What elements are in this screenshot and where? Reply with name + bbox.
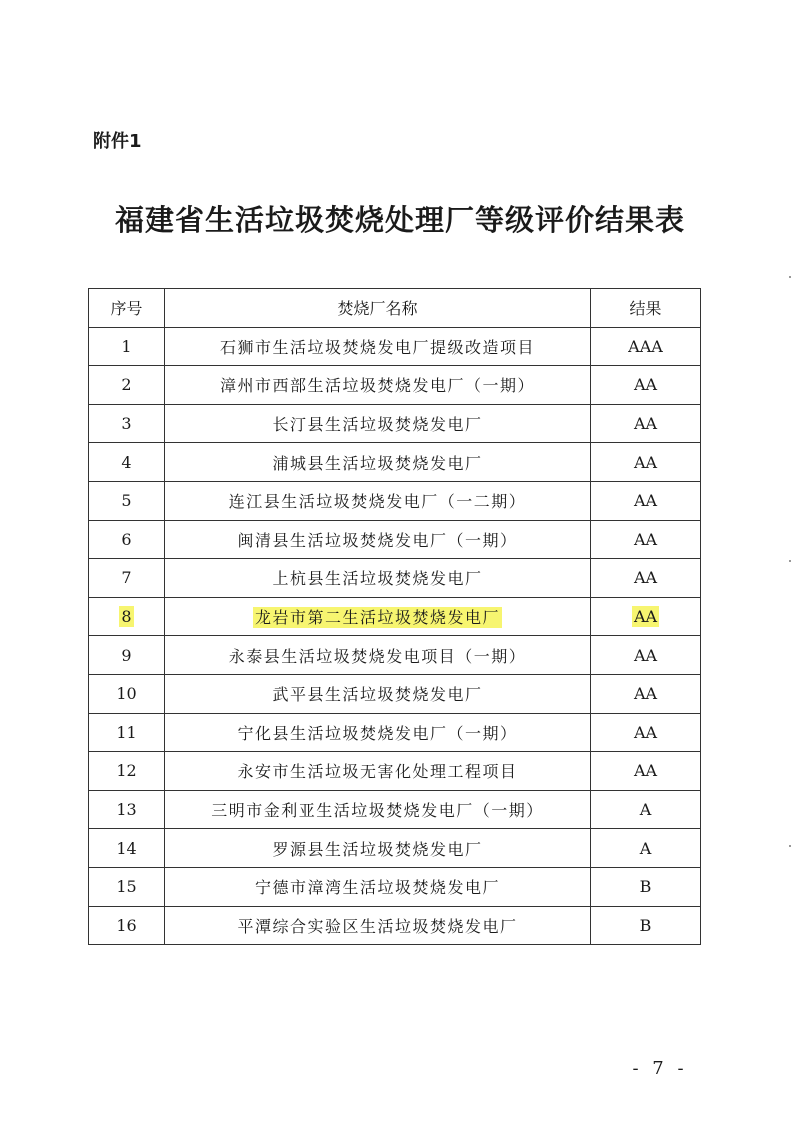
plant-name	[165, 366, 591, 405]
rating-result-text: B	[639, 877, 652, 897]
table-row	[89, 906, 701, 945]
plant-name	[165, 674, 591, 713]
row-index	[89, 636, 165, 675]
plant-name	[165, 520, 591, 559]
table-row	[89, 327, 701, 366]
row-index-text: 13	[116, 800, 137, 820]
row-index-text: 9	[121, 645, 132, 665]
plant-name-text: 石狮市生活垃圾焚烧发电厂提级改造项目	[219, 337, 535, 357]
rating-result-text: AA	[633, 607, 658, 627]
table-row	[89, 520, 701, 559]
table-body	[89, 327, 701, 945]
row-index-text: 16	[116, 915, 137, 935]
rating-result-text: AA	[633, 529, 658, 549]
row-index-text: 4	[121, 452, 132, 472]
plant-name	[165, 443, 591, 482]
rating-result	[591, 636, 701, 675]
row-index	[89, 597, 165, 636]
table-row	[89, 481, 701, 520]
header-index: 序号	[89, 289, 165, 328]
plant-name	[165, 713, 591, 752]
rating-result-text: AA	[633, 761, 658, 781]
plant-name-text: 永安市生活垃圾无害化处理工程项目	[237, 762, 518, 782]
row-index-text: 15	[116, 877, 137, 897]
rating-result-text: AA	[633, 645, 658, 665]
plant-name-text: 宁德市漳湾生活垃圾焚烧发电厂	[254, 878, 500, 898]
rating-result	[591, 752, 701, 791]
plant-name-text: 平潭综合实验区生活垃圾焚烧发电厂	[237, 916, 518, 936]
table-row	[89, 674, 701, 713]
scan-margin-mark	[789, 276, 791, 278]
plant-name	[165, 752, 591, 791]
rating-result	[591, 674, 701, 713]
rating-result-text: AA	[633, 491, 658, 511]
row-index-text: 5	[121, 491, 132, 511]
table-row	[89, 559, 701, 598]
rating-result	[591, 481, 701, 520]
page-number: - 7 -	[632, 1058, 688, 1079]
plant-name	[165, 559, 591, 598]
rating-result	[591, 713, 701, 752]
header-result: 结果	[591, 289, 701, 328]
header-name: 焚烧厂名称	[165, 289, 591, 328]
row-index-text: 1	[121, 336, 132, 356]
table-row	[89, 404, 701, 443]
row-index	[89, 674, 165, 713]
rating-result	[591, 867, 701, 906]
rating-result-text: A	[639, 800, 652, 820]
plant-name	[165, 404, 591, 443]
rating-result-text: AA	[633, 722, 658, 742]
row-index	[89, 481, 165, 520]
table-row	[89, 829, 701, 868]
rating-result	[591, 443, 701, 482]
plant-name	[165, 597, 591, 636]
rating-result	[591, 520, 701, 559]
rating-result-text: AA	[633, 684, 658, 704]
rating-result	[591, 559, 701, 598]
rating-result	[591, 906, 701, 945]
plant-name	[165, 327, 591, 366]
rating-result-text: AA	[633, 414, 658, 434]
plant-name-text: 浦城县生活垃圾焚烧发电厂	[272, 453, 483, 473]
row-index-text: 3	[121, 414, 132, 434]
document-title: 福建省生活垃圾焚烧处理厂等级评价结果表	[114, 203, 685, 237]
rating-result-text: B	[639, 915, 652, 935]
plant-name	[165, 481, 591, 520]
rating-result	[591, 404, 701, 443]
rating-result-text: AAA	[628, 336, 663, 356]
plant-name-text: 宁化县生活垃圾焚烧发电厂（一期）	[237, 723, 518, 743]
plant-name-text: 长汀县生活垃圾焚烧发电厂	[272, 415, 483, 435]
table-header-row	[89, 289, 701, 328]
row-index	[89, 559, 165, 598]
rating-result	[591, 790, 701, 829]
table-row	[89, 867, 701, 906]
plant-name-text: 龙岩市第二生活垃圾焚烧发电厂	[254, 608, 500, 628]
table-row	[89, 636, 701, 675]
row-index	[89, 752, 165, 791]
row-index-text: 6	[121, 529, 132, 549]
row-index-text: 11	[116, 722, 137, 742]
row-index-text: 2	[121, 375, 132, 395]
plant-name	[165, 867, 591, 906]
plant-name	[165, 906, 591, 945]
row-index	[89, 520, 165, 559]
plant-name-text: 武平县生活垃圾焚烧发电厂	[272, 685, 483, 705]
rating-result	[591, 327, 701, 366]
row-index-text: 8	[121, 607, 132, 627]
rating-result-text: AA	[633, 375, 658, 395]
table-row	[89, 790, 701, 829]
row-index-text: 14	[116, 838, 137, 858]
rating-result	[591, 366, 701, 405]
rating-result-text: AA	[633, 452, 658, 472]
row-index	[89, 443, 165, 482]
row-index-text: 12	[116, 761, 137, 781]
row-index-text: 7	[121, 568, 132, 588]
table-row	[89, 443, 701, 482]
row-index	[89, 366, 165, 405]
attachment-label: 附件1	[93, 131, 142, 152]
plant-name-text: 永泰县生活垃圾焚烧发电项目（一期）	[228, 646, 527, 666]
rating-result-text: A	[639, 838, 652, 858]
table-row	[89, 713, 701, 752]
plant-name-text: 闽清县生活垃圾焚烧发电厂（一期）	[237, 530, 518, 550]
row-index	[89, 790, 165, 829]
table-row	[89, 752, 701, 791]
rating-result	[591, 829, 701, 868]
row-index	[89, 327, 165, 366]
plant-name-text: 漳州市西部生活垃圾焚烧发电厂（一期）	[219, 376, 535, 396]
table-row	[89, 597, 701, 636]
plant-name	[165, 790, 591, 829]
plant-name-text: 连江县生活垃圾焚烧发电厂（一二期）	[228, 492, 527, 512]
row-index-text: 10	[116, 684, 137, 704]
row-index	[89, 713, 165, 752]
table-row	[89, 366, 701, 405]
row-index	[89, 867, 165, 906]
plant-name-text: 上杭县生活垃圾焚烧发电厂	[272, 569, 483, 589]
rating-result-text: AA	[633, 568, 658, 588]
row-index	[89, 906, 165, 945]
scan-margin-mark	[789, 560, 791, 562]
row-index	[89, 829, 165, 868]
plant-name-text: 罗源县生活垃圾焚烧发电厂	[272, 839, 483, 859]
row-index	[89, 404, 165, 443]
scan-margin-mark	[789, 845, 791, 847]
plant-name-text: 三明市金利亚生活垃圾焚烧发电厂（一期）	[211, 801, 544, 821]
rating-result	[591, 597, 701, 636]
plant-name	[165, 829, 591, 868]
plant-name	[165, 636, 591, 675]
results-table	[88, 288, 701, 945]
